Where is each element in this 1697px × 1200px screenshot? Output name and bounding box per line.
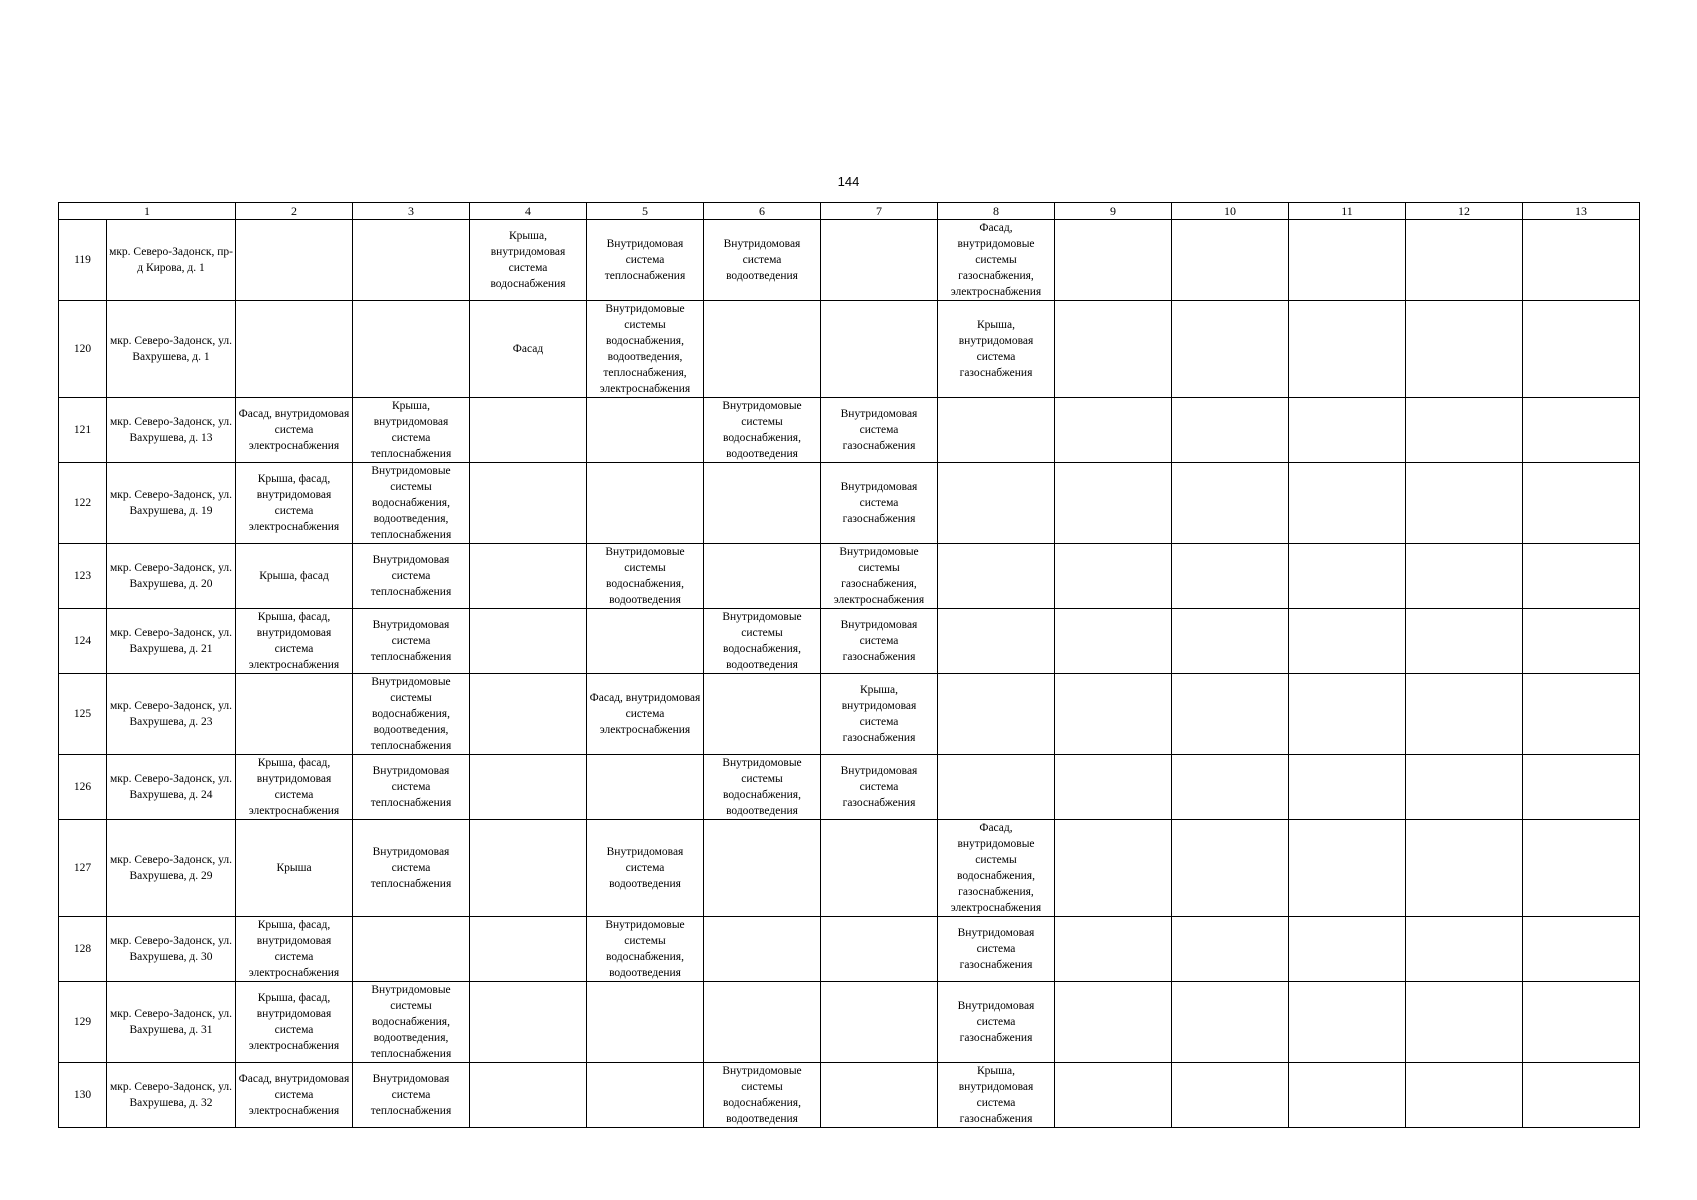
cell-col-13 xyxy=(1523,674,1640,755)
address-cell: мкр. Северо-Задонск, ул. Вахрушева, д. 31 xyxy=(107,982,236,1063)
cell-col-3 xyxy=(353,917,470,982)
cell-col-4 xyxy=(470,544,587,609)
column-header: 2 xyxy=(236,203,353,220)
cell-col-12 xyxy=(1406,463,1523,544)
cell-col-5: Внутридомовые системы водоснабжения, водоотведения, теплоснабжения, электроснабжения xyxy=(587,301,704,398)
table-row xyxy=(59,674,1640,755)
cell-col-6: Внутридомовая система водоотведения xyxy=(704,220,821,301)
column-header: 4 xyxy=(470,203,587,220)
cell-col-5 xyxy=(587,463,704,544)
cell-col-4: Крыша, внутридомовая система водоснабжения xyxy=(470,220,587,301)
row-number: 128 xyxy=(59,917,107,982)
table-body xyxy=(59,203,1640,1128)
cell-col-11 xyxy=(1289,301,1406,398)
cell-col-6: Внутридомовые системы водоснабжения, водоотведения xyxy=(704,1063,821,1128)
row-number: 127 xyxy=(59,820,107,917)
cell-col-13 xyxy=(1523,982,1640,1063)
cell-col-9 xyxy=(1055,820,1172,917)
cell-col-7: Внутридомовая система газоснабжения xyxy=(821,755,938,820)
cell-col-6 xyxy=(704,820,821,917)
cell-col-13 xyxy=(1523,463,1640,544)
cell-col-11 xyxy=(1289,220,1406,301)
table-row xyxy=(59,220,1640,301)
cell-col-5: Внутридомовая система теплоснабжения xyxy=(587,220,704,301)
cell-col-2: Фасад, внутридомовая система электроснабжения xyxy=(236,398,353,463)
cell-col-6 xyxy=(704,463,821,544)
cell-col-3: Внутридомовая система теплоснабжения xyxy=(353,609,470,674)
cell-col-2: Крыша, фасад, внутридомовая система электроснабжения xyxy=(236,609,353,674)
cell-col-3: Внутридомовая система теплоснабжения xyxy=(353,755,470,820)
cell-col-7 xyxy=(821,301,938,398)
row-number: 123 xyxy=(59,544,107,609)
cell-col-11 xyxy=(1289,755,1406,820)
cell-col-2: Крыша, фасад xyxy=(236,544,353,609)
column-header: 9 xyxy=(1055,203,1172,220)
cell-col-11 xyxy=(1289,609,1406,674)
cell-col-5 xyxy=(587,982,704,1063)
cell-col-5 xyxy=(587,609,704,674)
cell-col-13 xyxy=(1523,755,1640,820)
cell-col-2: Фасад, внутридомовая система электроснабжения xyxy=(236,1063,353,1128)
cell-col-3 xyxy=(353,301,470,398)
cell-col-4 xyxy=(470,917,587,982)
cell-col-6: Внутридомовые системы водоснабжения, водоотведения xyxy=(704,755,821,820)
cell-col-4 xyxy=(470,820,587,917)
cell-col-12 xyxy=(1406,917,1523,982)
cell-col-8 xyxy=(938,609,1055,674)
table-row xyxy=(59,755,1640,820)
cell-col-2: Крыша, фасад, внутридомовая система электроснабжения xyxy=(236,982,353,1063)
row-number: 124 xyxy=(59,609,107,674)
table-row xyxy=(59,609,1640,674)
cell-col-10 xyxy=(1172,820,1289,917)
cell-col-11 xyxy=(1289,398,1406,463)
cell-col-10 xyxy=(1172,674,1289,755)
cell-col-11 xyxy=(1289,917,1406,982)
cell-col-4 xyxy=(470,463,587,544)
cell-col-9 xyxy=(1055,674,1172,755)
cell-col-2: Крыша, фасад, внутридомовая система электроснабжения xyxy=(236,755,353,820)
address-cell: мкр. Северо-Задонск, ул. Вахрушева, д. 29 xyxy=(107,820,236,917)
cell-col-8: Крыша, внутридомовая система газоснабжения xyxy=(938,301,1055,398)
cell-col-4 xyxy=(470,398,587,463)
cell-col-3: Внутридомовые системы водоснабжения, водоотведения, теплоснабжения xyxy=(353,463,470,544)
cell-col-7: Крыша, внутридомовая система газоснабжения xyxy=(821,674,938,755)
cell-col-4 xyxy=(470,982,587,1063)
cell-col-3: Внутридомовые системы водоснабжения, водоотведения, теплоснабжения xyxy=(353,982,470,1063)
cell-col-7: Внутридомовая система газоснабжения xyxy=(821,398,938,463)
row-number: 122 xyxy=(59,463,107,544)
table-row xyxy=(59,917,1640,982)
column-header: 13 xyxy=(1523,203,1640,220)
column-header: 8 xyxy=(938,203,1055,220)
cell-col-11 xyxy=(1289,1063,1406,1128)
cell-col-13 xyxy=(1523,301,1640,398)
cell-col-12 xyxy=(1406,755,1523,820)
cell-col-7 xyxy=(821,1063,938,1128)
cell-col-12 xyxy=(1406,820,1523,917)
table-row xyxy=(59,982,1640,1063)
cell-col-10 xyxy=(1172,982,1289,1063)
cell-col-8 xyxy=(938,463,1055,544)
address-cell: мкр. Северо-Задонск, ул. Вахрушева, д. 19 xyxy=(107,463,236,544)
column-number-row xyxy=(59,203,1640,220)
cell-col-2: Крыша, фасад, внутридомовая система электроснабжения xyxy=(236,917,353,982)
cell-col-11 xyxy=(1289,820,1406,917)
cell-col-8: Крыша, внутридомовая система газоснабжения xyxy=(938,1063,1055,1128)
address-cell: мкр. Северо-Задонск, ул. Вахрушева, д. 13 xyxy=(107,398,236,463)
address-cell: мкр. Северо-Задонск, ул. Вахрушева, д. 30 xyxy=(107,917,236,982)
cell-col-5 xyxy=(587,755,704,820)
cell-col-7 xyxy=(821,917,938,982)
cell-col-6: Внутридомовые системы водоснабжения, водоотведения xyxy=(704,398,821,463)
cell-col-11 xyxy=(1289,674,1406,755)
cell-col-12 xyxy=(1406,674,1523,755)
cell-col-10 xyxy=(1172,917,1289,982)
cell-col-9 xyxy=(1055,1063,1172,1128)
cell-col-2 xyxy=(236,674,353,755)
cell-col-5: Фасад, внутридомовая система электроснабжения xyxy=(587,674,704,755)
cell-col-4 xyxy=(470,755,587,820)
cell-col-13 xyxy=(1523,398,1640,463)
cell-col-4 xyxy=(470,1063,587,1128)
cell-col-5 xyxy=(587,1063,704,1128)
row-number: 129 xyxy=(59,982,107,1063)
cell-col-13 xyxy=(1523,544,1640,609)
cell-col-3: Внутридомовые системы водоснабжения, водоотведения, теплоснабжения xyxy=(353,674,470,755)
column-header: 7 xyxy=(821,203,938,220)
cell-col-13 xyxy=(1523,917,1640,982)
column-header: 1 xyxy=(59,203,236,220)
cell-col-5: Внутридомовые системы водоснабжения, водоотведения xyxy=(587,917,704,982)
cell-col-11 xyxy=(1289,544,1406,609)
repair-schedule-table xyxy=(58,202,1640,1128)
cell-col-12 xyxy=(1406,544,1523,609)
row-number: 125 xyxy=(59,674,107,755)
cell-col-2: Крыша, фасад, внутридомовая система электроснабжения xyxy=(236,463,353,544)
cell-col-3: Внутридомовая система теплоснабжения xyxy=(353,820,470,917)
cell-col-5 xyxy=(587,398,704,463)
cell-col-6 xyxy=(704,544,821,609)
cell-col-12 xyxy=(1406,1063,1523,1128)
cell-col-10 xyxy=(1172,609,1289,674)
cell-col-3: Внутридомовая система теплоснабжения xyxy=(353,544,470,609)
address-cell: мкр. Северо-Задонск, ул. Вахрушева, д. 1 xyxy=(107,301,236,398)
cell-col-12 xyxy=(1406,609,1523,674)
cell-col-12 xyxy=(1406,301,1523,398)
column-header: 3 xyxy=(353,203,470,220)
cell-col-4 xyxy=(470,674,587,755)
table-row xyxy=(59,398,1640,463)
cell-col-8: Внутридомовая система газоснабжения xyxy=(938,982,1055,1063)
cell-col-9 xyxy=(1055,398,1172,463)
cell-col-7: Внутридомовые системы газоснабжения, электроснабжения xyxy=(821,544,938,609)
cell-col-8 xyxy=(938,674,1055,755)
cell-col-8 xyxy=(938,755,1055,820)
row-number: 119 xyxy=(59,220,107,301)
cell-col-9 xyxy=(1055,220,1172,301)
cell-col-9 xyxy=(1055,755,1172,820)
table-row xyxy=(59,463,1640,544)
address-cell: мкр. Северо-Задонск, ул. Вахрушева, д. 21 xyxy=(107,609,236,674)
cell-col-4: Фасад xyxy=(470,301,587,398)
address-cell: мкр. Северо-Задонск, ул. Вахрушева, д. 32 xyxy=(107,1063,236,1128)
cell-col-9 xyxy=(1055,917,1172,982)
address-cell: мкр. Северо-Задонск, ул. Вахрушева, д. 20 xyxy=(107,544,236,609)
address-cell: мкр. Северо-Задонск, ул. Вахрушева, д. 24 xyxy=(107,755,236,820)
row-number: 130 xyxy=(59,1063,107,1128)
cell-col-13 xyxy=(1523,609,1640,674)
cell-col-9 xyxy=(1055,544,1172,609)
row-number: 120 xyxy=(59,301,107,398)
page-number: 144 xyxy=(837,174,860,189)
cell-col-6: Внутридомовые системы водоснабжения, водоотведения xyxy=(704,609,821,674)
row-number: 126 xyxy=(59,755,107,820)
cell-col-13 xyxy=(1523,220,1640,301)
cell-col-7: Внутридомовая система газоснабжения xyxy=(821,463,938,544)
cell-col-10 xyxy=(1172,398,1289,463)
cell-col-10 xyxy=(1172,1063,1289,1128)
cell-col-3: Крыша, внутридомовая система теплоснабжения xyxy=(353,398,470,463)
cell-col-3 xyxy=(353,220,470,301)
table-row xyxy=(59,544,1640,609)
cell-col-8: Фасад, внутридомовые системы водоснабжения, газоснабжения, электроснабжения xyxy=(938,820,1055,917)
column-header: 5 xyxy=(587,203,704,220)
cell-col-2: Крыша xyxy=(236,820,353,917)
cell-col-6 xyxy=(704,982,821,1063)
cell-col-2 xyxy=(236,301,353,398)
cell-col-7 xyxy=(821,820,938,917)
cell-col-10 xyxy=(1172,220,1289,301)
cell-col-11 xyxy=(1289,463,1406,544)
cell-col-4 xyxy=(470,609,587,674)
cell-col-13 xyxy=(1523,820,1640,917)
cell-col-11 xyxy=(1289,982,1406,1063)
cell-col-7 xyxy=(821,982,938,1063)
cell-col-2 xyxy=(236,220,353,301)
cell-col-7 xyxy=(821,220,938,301)
cell-col-12 xyxy=(1406,398,1523,463)
column-header: 10 xyxy=(1172,203,1289,220)
cell-col-10 xyxy=(1172,755,1289,820)
cell-col-7: Внутридомовая система газоснабжения xyxy=(821,609,938,674)
cell-col-5: Внутридомовые системы водоснабжения, водоотведения xyxy=(587,544,704,609)
cell-col-8 xyxy=(938,544,1055,609)
cell-col-10 xyxy=(1172,463,1289,544)
cell-col-6 xyxy=(704,301,821,398)
cell-col-8: Внутридомовая система газоснабжения xyxy=(938,917,1055,982)
cell-col-5: Внутридомовая система водоотведения xyxy=(587,820,704,917)
cell-col-6 xyxy=(704,674,821,755)
cell-col-10 xyxy=(1172,544,1289,609)
cell-col-9 xyxy=(1055,301,1172,398)
address-cell: мкр. Северо-Задонск, пр-д Кирова, д. 1 xyxy=(107,220,236,301)
table-row xyxy=(59,301,1640,398)
column-header: 11 xyxy=(1289,203,1406,220)
cell-col-3: Внутридомовая система теплоснабжения xyxy=(353,1063,470,1128)
cell-col-13 xyxy=(1523,1063,1640,1128)
cell-col-9 xyxy=(1055,609,1172,674)
table-row xyxy=(59,1063,1640,1128)
cell-col-6 xyxy=(704,917,821,982)
cell-col-8: Фасад, внутридомовые системы газоснабжения, электроснабжения xyxy=(938,220,1055,301)
cell-col-8 xyxy=(938,398,1055,463)
cell-col-9 xyxy=(1055,463,1172,544)
table-row xyxy=(59,820,1640,917)
cell-col-10 xyxy=(1172,301,1289,398)
column-header: 12 xyxy=(1406,203,1523,220)
cell-col-12 xyxy=(1406,982,1523,1063)
address-cell: мкр. Северо-Задонск, ул. Вахрушева, д. 23 xyxy=(107,674,236,755)
column-header: 6 xyxy=(704,203,821,220)
row-number: 121 xyxy=(59,398,107,463)
cell-col-9 xyxy=(1055,982,1172,1063)
cell-col-12 xyxy=(1406,220,1523,301)
